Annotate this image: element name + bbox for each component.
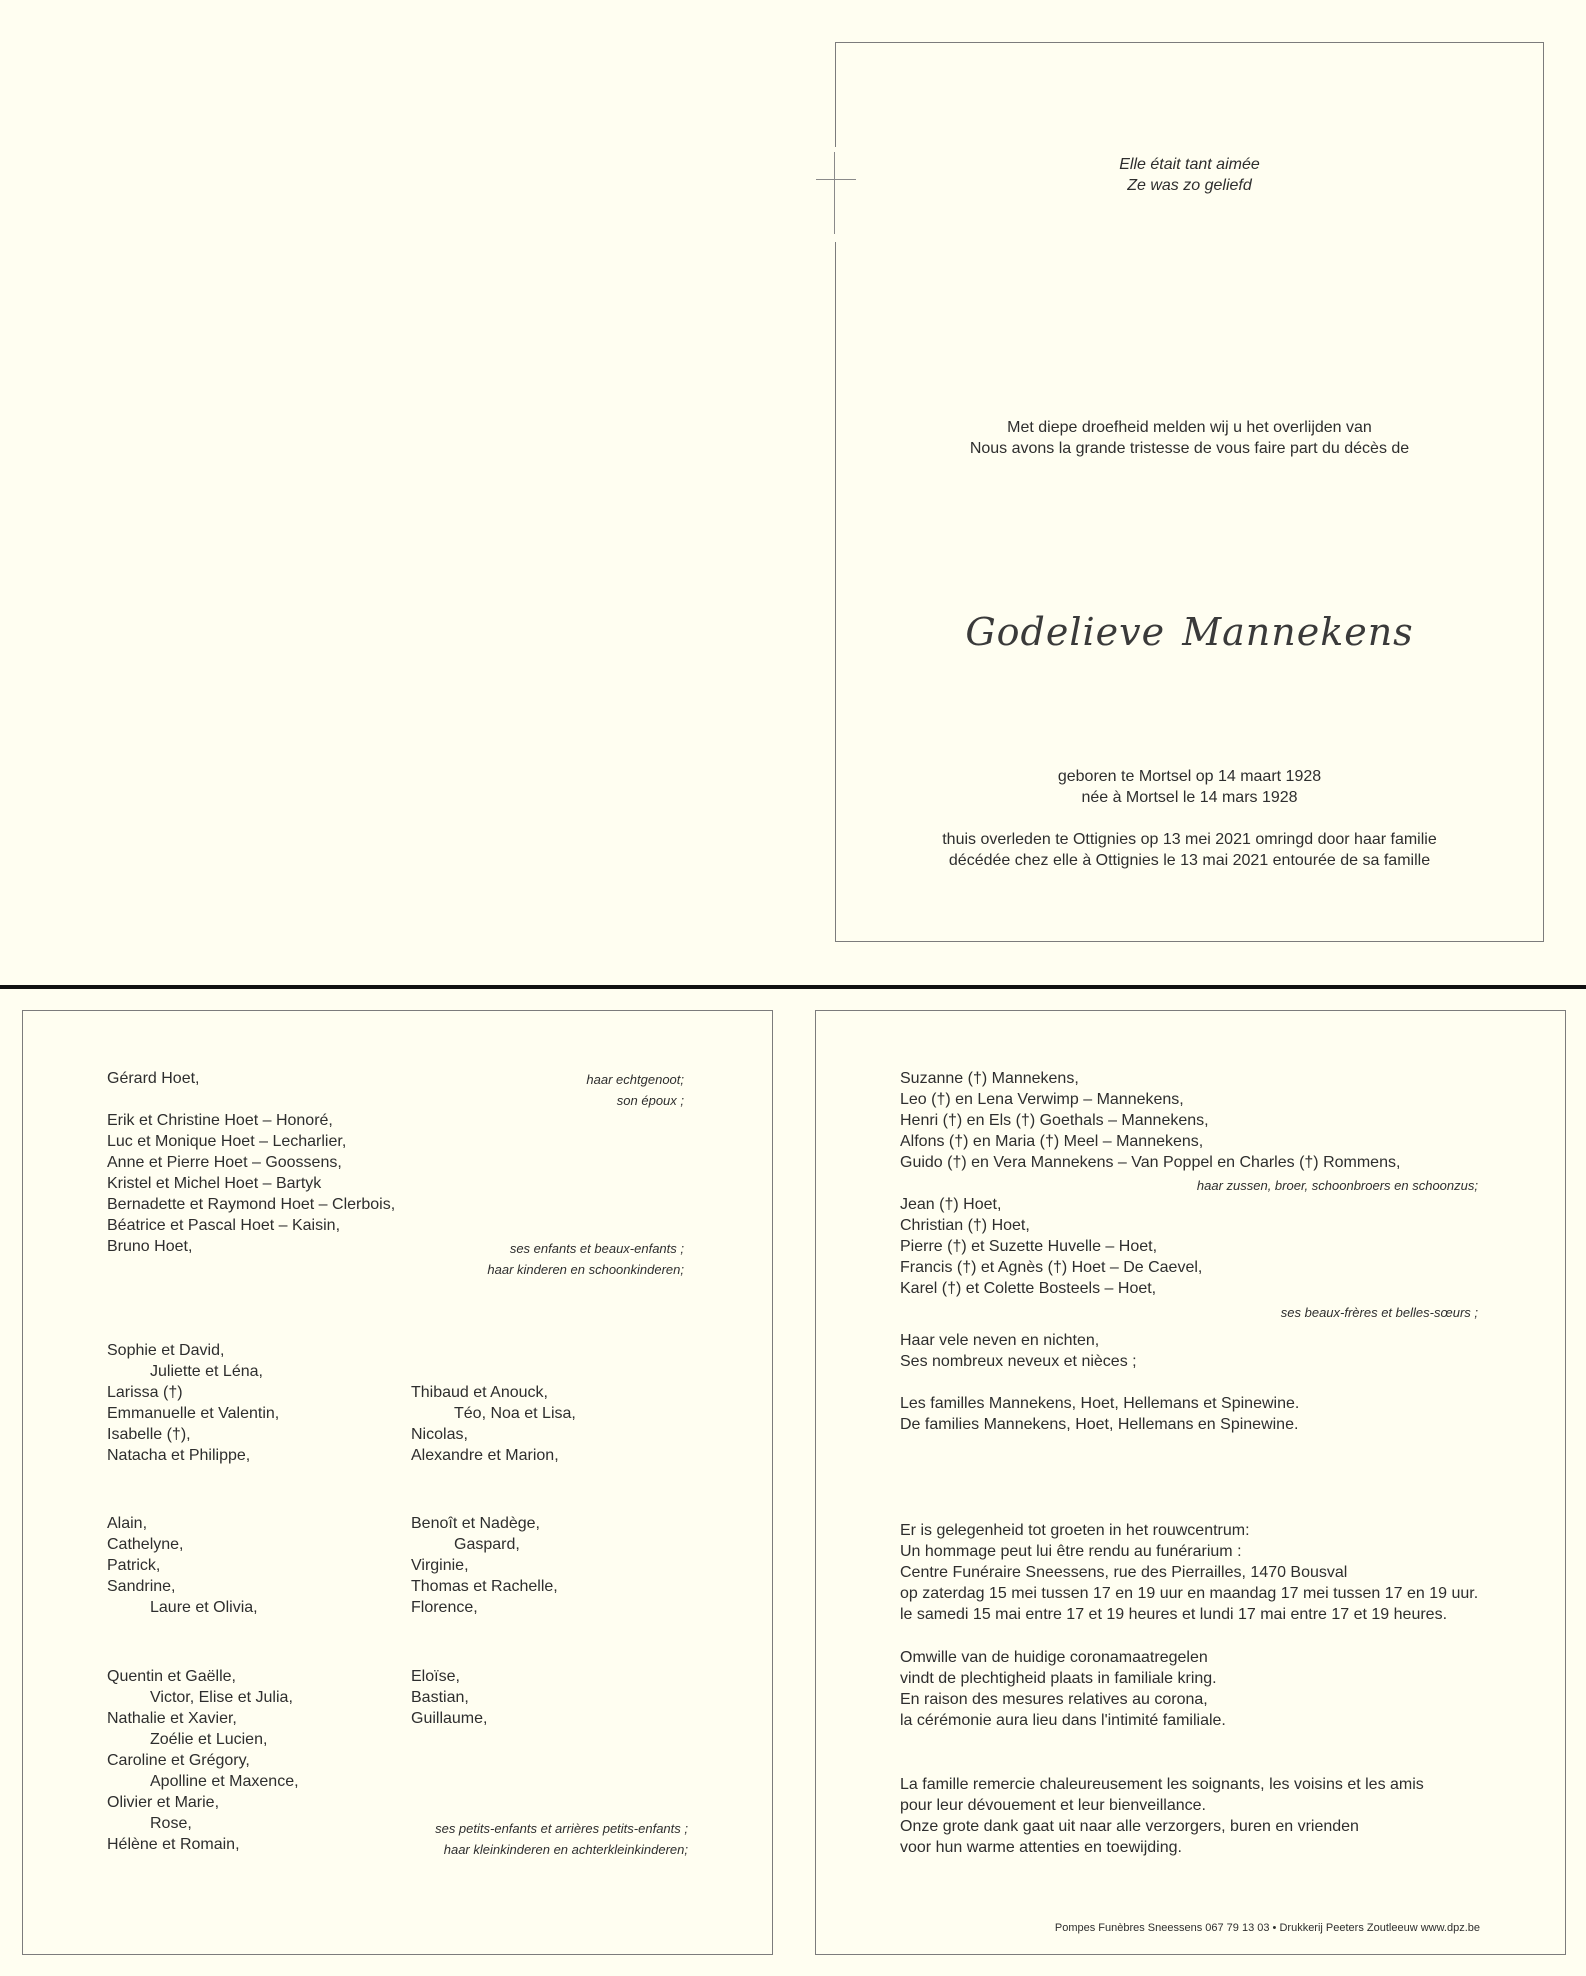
list-item: Cathelyne, [107, 1536, 184, 1553]
list-item: Emmanuelle et Valentin, [107, 1405, 280, 1422]
list-item: Apolline et Maxence, [150, 1773, 299, 1790]
grandchildren-role [360, 1818, 688, 1860]
cover-birth [835, 766, 1544, 808]
grandchildren-group3-right [411, 1666, 487, 1729]
families-nl: De families Mannekens, Hoet, Hellemans en Spinewine. [900, 1416, 1299, 1433]
grandchildren-role-nl: haar kleinkinderen en achterkleinkinderen; [443, 1842, 688, 1857]
announce-nl: Met diepe droefheid melden wij u het overlijden van [1007, 419, 1372, 436]
birth-nl: geboren te Mortsel op 14 maart 1928 [1057, 768, 1322, 785]
list-item: Zoélie et Lucien, [150, 1731, 268, 1748]
list-item: Bruno Hoet, [107, 1238, 193, 1255]
list-item: Kristel et Michel Hoet – Bartyk [107, 1175, 322, 1192]
spouse-name: Gérard Hoet, [107, 1070, 200, 1087]
list-item: Florence, [411, 1599, 478, 1616]
spouse-role-nl: haar echtgenoot; [586, 1072, 684, 1087]
siblings-role: haar zussen, broer, schoonbroers en schoonzus; [1196, 1178, 1478, 1193]
grandchildren-group2-left [107, 1513, 258, 1618]
spouse-role-fr: son époux ; [616, 1093, 684, 1108]
list-item: Victor, Elise et Julia, [150, 1689, 293, 1706]
list-item: Caroline et Grégory, [107, 1752, 250, 1769]
list-item: Téo, Noa et Lisa, [454, 1405, 576, 1422]
list-item: Sophie et David, [107, 1342, 225, 1359]
list-item: Benoît et Nadège, [411, 1515, 540, 1532]
list-item: Centre Funéraire Sneessens, rue des Pierrailles, 1470 Bousval [900, 1564, 1348, 1581]
fold-divider [0, 985, 1586, 989]
families-text [900, 1393, 1299, 1435]
list-item: Alfons (†) en Maria (†) Meel – Mannekens, [900, 1133, 1204, 1150]
list-item: Virginie, [411, 1557, 469, 1574]
children-role [380, 1238, 684, 1280]
list-item: Bernadette et Raymond Hoet – Clerbois, [107, 1196, 396, 1213]
list-item: Sandrine, [107, 1578, 176, 1595]
list-item: Nicolas, [411, 1426, 468, 1443]
list-item: Hélène et Romain, [107, 1836, 240, 1853]
list-item: Rose, [150, 1815, 192, 1832]
list-item: Erik et Christine Hoet – Honoré, [107, 1112, 333, 1129]
deceased-name: Godelieve Mannekens [965, 610, 1414, 654]
motto-nl: Ze was zo geliefd [1127, 177, 1252, 194]
list-item: Nathalie et Xavier, [107, 1710, 237, 1727]
list-item: Alexandre et Marion, [411, 1447, 559, 1464]
list-item: pour leur dévouement et leur bienveillance. [900, 1797, 1206, 1814]
children-list [107, 1110, 395, 1257]
death-fr: décédée chez elle à Ottignies le 13 mai 2021 entourée de sa famille [948, 852, 1431, 869]
nephews-nl: Haar vele neven en nichten, [900, 1332, 1100, 1349]
list-item: Un hommage peut lui être rendu au funérarium : [900, 1543, 1242, 1560]
grandchildren-group3-left [107, 1666, 299, 1855]
announce-fr: Nous avons la grande tristesse de vous faire part du décès de [969, 440, 1410, 457]
list-item: En raison des mesures relatives au corona, [900, 1691, 1208, 1708]
list-item: Pierre (†) et Suzette Huvelle – Hoet, [900, 1238, 1158, 1255]
list-item: Juliette et Léna, [150, 1363, 263, 1380]
list-item: Onze grote dank gaat uit naar alle verzorgers, buren en vrienden [900, 1818, 1359, 1835]
list-item: Guido (†) en Vera Mannekens – Van Poppel en Charles (†) Rommens, [900, 1154, 1401, 1171]
printer-footer: Pompes Funèbres Sneessens 067 79 13 03 • Drukkerij Peeters Zoutleeuw www.dpz.be [1054, 1922, 1480, 1934]
list-item: Patrick, [107, 1557, 161, 1574]
list-item: la cérémonie aura lieu dans l'intimité familiale. [900, 1712, 1226, 1729]
list-item: Thomas et Rachelle, [411, 1578, 558, 1595]
list-item: Alain, [107, 1515, 148, 1532]
children-role-fr: ses enfants et beaux-enfants ; [509, 1241, 684, 1256]
thanks-text [900, 1774, 1424, 1858]
birth-fr: née à Mortsel le 14 mars 1928 [1081, 789, 1298, 806]
list-item: Anne et Pierre Hoet – Goossens, [107, 1154, 342, 1171]
list-item: Béatrice et Pascal Hoet – Kaisin, [107, 1217, 341, 1234]
list-item: Eloïse, [411, 1668, 460, 1685]
list-item: Olivier et Marie, [107, 1794, 220, 1811]
nephews-text [900, 1330, 1137, 1372]
list-item: Laure et Olivia, [150, 1599, 258, 1616]
list-item: Karel (†) et Colette Bosteels – Hoet, [900, 1280, 1157, 1297]
cover-death [835, 829, 1544, 871]
list-item: Omwille van de huidige coronamaatregelen [900, 1649, 1208, 1666]
spouse-role [400, 1069, 684, 1111]
list-item: Francis (†) et Agnès (†) Hoet – De Caevel, [900, 1259, 1203, 1276]
list-item: Gaspard, [454, 1536, 520, 1553]
death-nl: thuis overleden te Ottignies op 13 mei 2021 omringd door haar familie [942, 831, 1437, 848]
list-item: voor hun warme attenties en toewijding. [900, 1839, 1182, 1856]
list-item: Luc et Monique Hoet – Lecharlier, [107, 1133, 347, 1150]
list-item: Christian (†) Hoet, [900, 1217, 1030, 1234]
in-laws-role: ses beaux-frères et belles-sœurs ; [1280, 1305, 1478, 1320]
in-laws-list [900, 1194, 1202, 1299]
list-item: Jean (†) Hoet, [900, 1196, 1002, 1213]
cover-motto [835, 154, 1544, 196]
list-item: vindt de plechtigheid plaats in familiale kring. [900, 1670, 1217, 1687]
grandchildren-group1-right [411, 1382, 576, 1466]
list-item: Natacha et Philippe, [107, 1447, 251, 1464]
families-fr: Les familles Mannekens, Hoet, Hellemans et Spinewine. [900, 1395, 1300, 1412]
list-item: La famille remercie chaleureusement les soignants, les voisins et les amis [900, 1776, 1424, 1793]
siblings-list [900, 1068, 1400, 1173]
list-item: Er is gelegenheid tot groeten in het rouwcentrum: [900, 1522, 1250, 1539]
list-item: Bastian, [411, 1689, 469, 1706]
list-item: Quentin et Gaëlle, [107, 1668, 236, 1685]
list-item: Larissa (†) [107, 1384, 183, 1401]
corona-text [900, 1647, 1226, 1731]
list-item: Leo (†) en Lena Verwimp – Mannekens, [900, 1091, 1184, 1108]
grandchildren-group1-left [107, 1340, 279, 1466]
list-item: Suzanne (†) Mannekens, [900, 1070, 1079, 1087]
visitation-text [900, 1520, 1478, 1625]
list-item: op zaterdag 15 mei tussen 17 en 19 uur en maandag 17 mei tussen 17 en 19 uur. [900, 1585, 1479, 1602]
list-item: Thibaud et Anouck, [411, 1384, 548, 1401]
grandchildren-group2-right [411, 1513, 558, 1618]
children-role-nl: haar kinderen en schoonkinderen; [487, 1262, 684, 1277]
nephews-fr: Ses nombreux neveux et nièces ; [900, 1353, 1137, 1370]
cover-announcement [835, 417, 1544, 459]
grandchildren-role-fr: ses petits-enfants et arrières petits-enfants ; [435, 1821, 688, 1836]
list-item: Guillaume, [411, 1710, 488, 1727]
list-item: Isabelle (†), [107, 1426, 191, 1443]
motto-fr: Elle était tant aimée [1119, 156, 1260, 173]
list-item: le samedi 15 mai entre 17 et 19 heures et lundi 17 mai entre 17 et 19 heures. [900, 1606, 1448, 1623]
list-item: Henri (†) en Els (†) Goethals – Mannekens, [900, 1112, 1209, 1129]
